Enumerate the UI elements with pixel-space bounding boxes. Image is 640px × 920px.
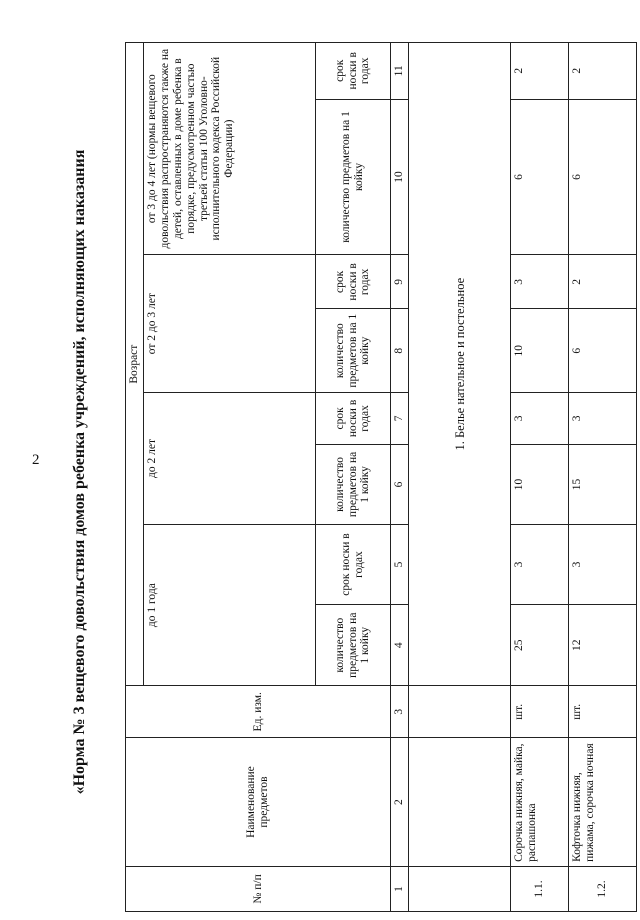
rotated-content — [50, 32, 640, 912]
table-row — [569, 43, 637, 912]
col-number: 10 — [391, 99, 409, 255]
header-unit: Ед. изм. — [126, 686, 391, 738]
cell-value: 2 — [569, 255, 637, 309]
header-num: № п/п — [126, 866, 391, 911]
cell-value: 2 — [569, 43, 637, 100]
cell-value: 6 — [569, 309, 637, 393]
col-number: 1 — [391, 866, 409, 911]
sub-term-4: срок носки в годах — [316, 43, 391, 100]
col-number: 11 — [391, 43, 409, 100]
sub-qty-3: количество предметов на 1 койку — [316, 309, 391, 393]
cell-value: 3 — [511, 255, 569, 309]
sub-qty-2: количество предметов на 1 койку — [316, 444, 391, 524]
col-number: 2 — [391, 738, 409, 867]
item-name: Кофточка нижняя, пижама, сорочка ночная — [569, 738, 637, 867]
section-title: 1. Белье нательное и постельное — [409, 43, 511, 686]
col-number: 3 — [391, 686, 409, 738]
cell-value: 6 — [569, 99, 637, 255]
age-group-1: до 1 года — [144, 524, 316, 685]
column-number-row — [391, 43, 409, 912]
age-group-2: до 2 лет — [144, 392, 316, 524]
row-number: 1.2. — [569, 866, 637, 911]
cell-value: 2 — [511, 43, 569, 100]
table-row — [511, 43, 569, 912]
cell-value: 6 — [511, 99, 569, 255]
cell-value: 10 — [511, 444, 569, 524]
item-unit: шт. — [569, 686, 637, 738]
header-row-age — [126, 43, 144, 912]
col-number: 5 — [391, 524, 409, 604]
item-unit: шт. — [511, 686, 569, 738]
age-group-4: от 3 до 4 лет (нормы вещевого довольствия распространяются также на детей, оставленных в доме ребенка в порядке, предусмотренном частью третьей статьи 100 Уголовно-исполнительного кодекса Российской Федерации) — [144, 43, 316, 255]
header-name: Наименование предметов — [126, 738, 391, 867]
document-title: «Норма № 3 вещевого довольствия домов ребенка учреждений, исполняющих наказания — [71, 149, 88, 795]
page-number: 2 — [32, 452, 40, 468]
sub-term-3: срок носки в годах — [316, 255, 391, 309]
sub-term-1: срок носки в годах — [316, 524, 391, 604]
norm-table — [125, 42, 637, 912]
cell-value: 3 — [569, 524, 637, 604]
row-number: 1.1. — [511, 866, 569, 911]
cell-value: 3 — [569, 392, 637, 444]
col-number: 6 — [391, 444, 409, 524]
cell-value: 3 — [511, 524, 569, 604]
col-number: 7 — [391, 392, 409, 444]
item-name: Сорочка нижняя, майка, распашонка — [511, 738, 569, 867]
cell-value: 12 — [569, 605, 637, 686]
sub-qty-1: количество предметов на 1 койку — [316, 605, 391, 686]
cell-value: 10 — [511, 309, 569, 393]
col-number: 8 — [391, 309, 409, 393]
sub-qty-4: количество предметов на 1 койку — [316, 99, 391, 255]
section-row — [409, 43, 511, 912]
header-age: Возраст — [126, 43, 144, 686]
col-number: 4 — [391, 605, 409, 686]
cell-value: 15 — [569, 444, 637, 524]
cell-value: 3 — [511, 392, 569, 444]
sub-term-2: срок носки в годах — [316, 392, 391, 444]
cell-value: 25 — [511, 605, 569, 686]
col-number: 9 — [391, 255, 409, 309]
age-group-3: от 2 до 3 лет — [144, 255, 316, 393]
